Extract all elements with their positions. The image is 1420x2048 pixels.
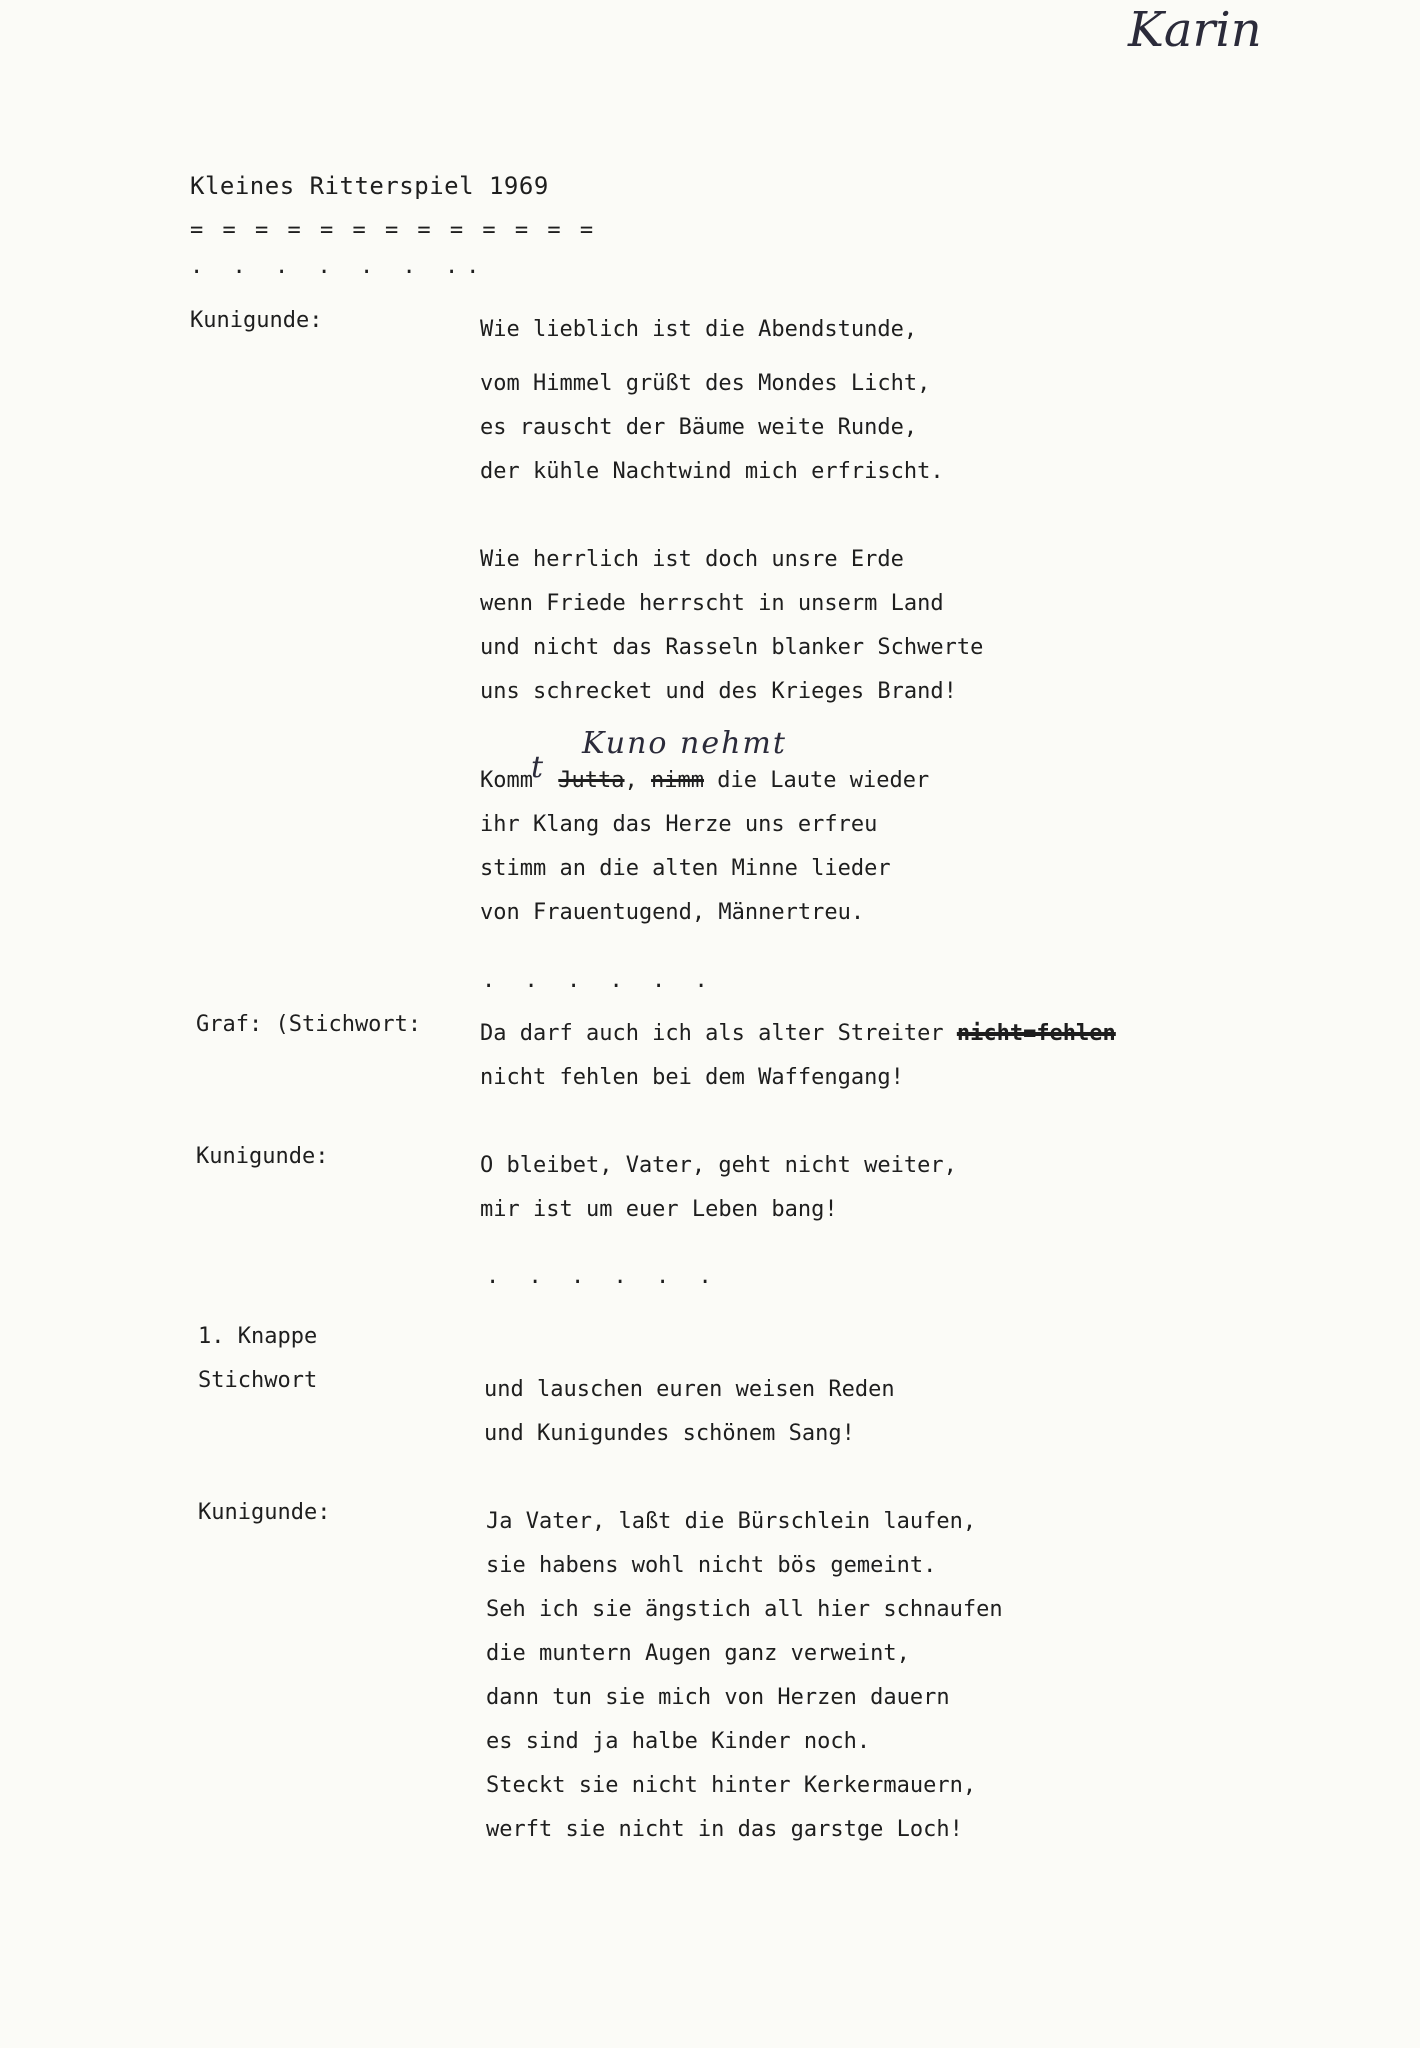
verse-line: dann tun sie mich von Herzen dauern [486,1685,950,1710]
verse-line: sie habens wohl nicht bös gemeint. [486,1553,937,1578]
verse-line: mir ist um euer Leben bang! [480,1197,838,1222]
title-underline: = = = = = = = = = = = = = [190,218,597,243]
struck-word-jutta: Jutta [558,768,625,793]
verse-line: der kühle Nachtwind mich erfrischt. [480,459,944,484]
verse-block [486,1500,1003,1852]
ellipsis-dots: . . . . . . [482,968,716,993]
verse-line: und lauschen euren weisen Reden [484,1377,895,1402]
verse-line: wenn Friede herrscht in unserm Land [480,591,944,616]
speaker-label: Kunigunde: [196,1144,329,1169]
verse-line: stimm an die alten Minne lieder [480,856,891,881]
struck-text: nicht=fehlen [956,1021,1116,1046]
speaker-label: Kunigunde: [198,1500,331,1525]
verse-block [484,1368,895,1456]
verse-line: Ja Vater, laßt die Bürschlein laufen, [486,1509,977,1534]
verse-line: Da darf auch ich als alter Streiter nicht=fehlen [480,1021,1116,1046]
verse-line: Steckt sie nicht hinter Kerkermauern, [486,1773,977,1798]
verse-block [480,750,930,935]
verse-line: und nicht das Rasseln blanker Schwerte [480,635,984,660]
handwritten-correction: Kuno nehmt [582,726,787,761]
verse-line: und Kunigundes schönem Sang! [484,1421,855,1446]
verse-line: Seh ich sie ängstich all hier schnaufen [486,1597,1003,1622]
verse-line: es rauscht der Bäume weite Runde, [480,415,918,440]
edited-verse-line: Kommt Jutta, nimm die Laute wieder [480,750,930,793]
document-title: Kleines Ritterspiel 1969 [190,172,549,200]
verse-block [480,1144,957,1232]
verse-line: O bleibet, Vater, geht nicht weiter, [480,1153,957,1178]
verse-line: ihr Klang das Herze uns erfreu [480,812,878,837]
verse-block [480,1012,1116,1100]
verse-line: Wie herrlich ist doch unsre Erde [480,547,904,572]
inserted-t: t [530,750,544,785]
struck-word-nimm: nimm [651,768,705,793]
speaker-label: 1. Knappe [198,1324,318,1349]
speaker-label: Stichwort [198,1368,318,1393]
verse-line: es sind ja halbe Kinder noch. [486,1729,871,1754]
verse-block [480,308,983,714]
verse-line: vom Himmel grüßt des Mondes Licht, [480,371,931,396]
ellipsis-dots: . . . . . . .. [190,254,488,279]
verse-line: die muntern Augen ganz verweint, [486,1641,910,1666]
verse-line: nicht fehlen bei dem Waffengang! [480,1065,904,1090]
verse-line: von Frauentugend, Männertreu. [480,900,865,925]
verse-line: Wie lieblich ist die Abendstunde, [480,317,918,342]
word-komm: Komm [480,768,533,793]
ellipsis-dots: . . . . . . [486,1264,720,1289]
speaker-label: Graf: (Stichwort: [196,1012,422,1037]
handwritten-name: Karin [1128,2,1262,58]
verse-line: uns schrecket und des Krieges Brand! [480,679,957,704]
speaker-label: Kunigunde: [190,308,323,333]
verse-line: werft sie nicht in das garstge Loch! [486,1817,963,1842]
